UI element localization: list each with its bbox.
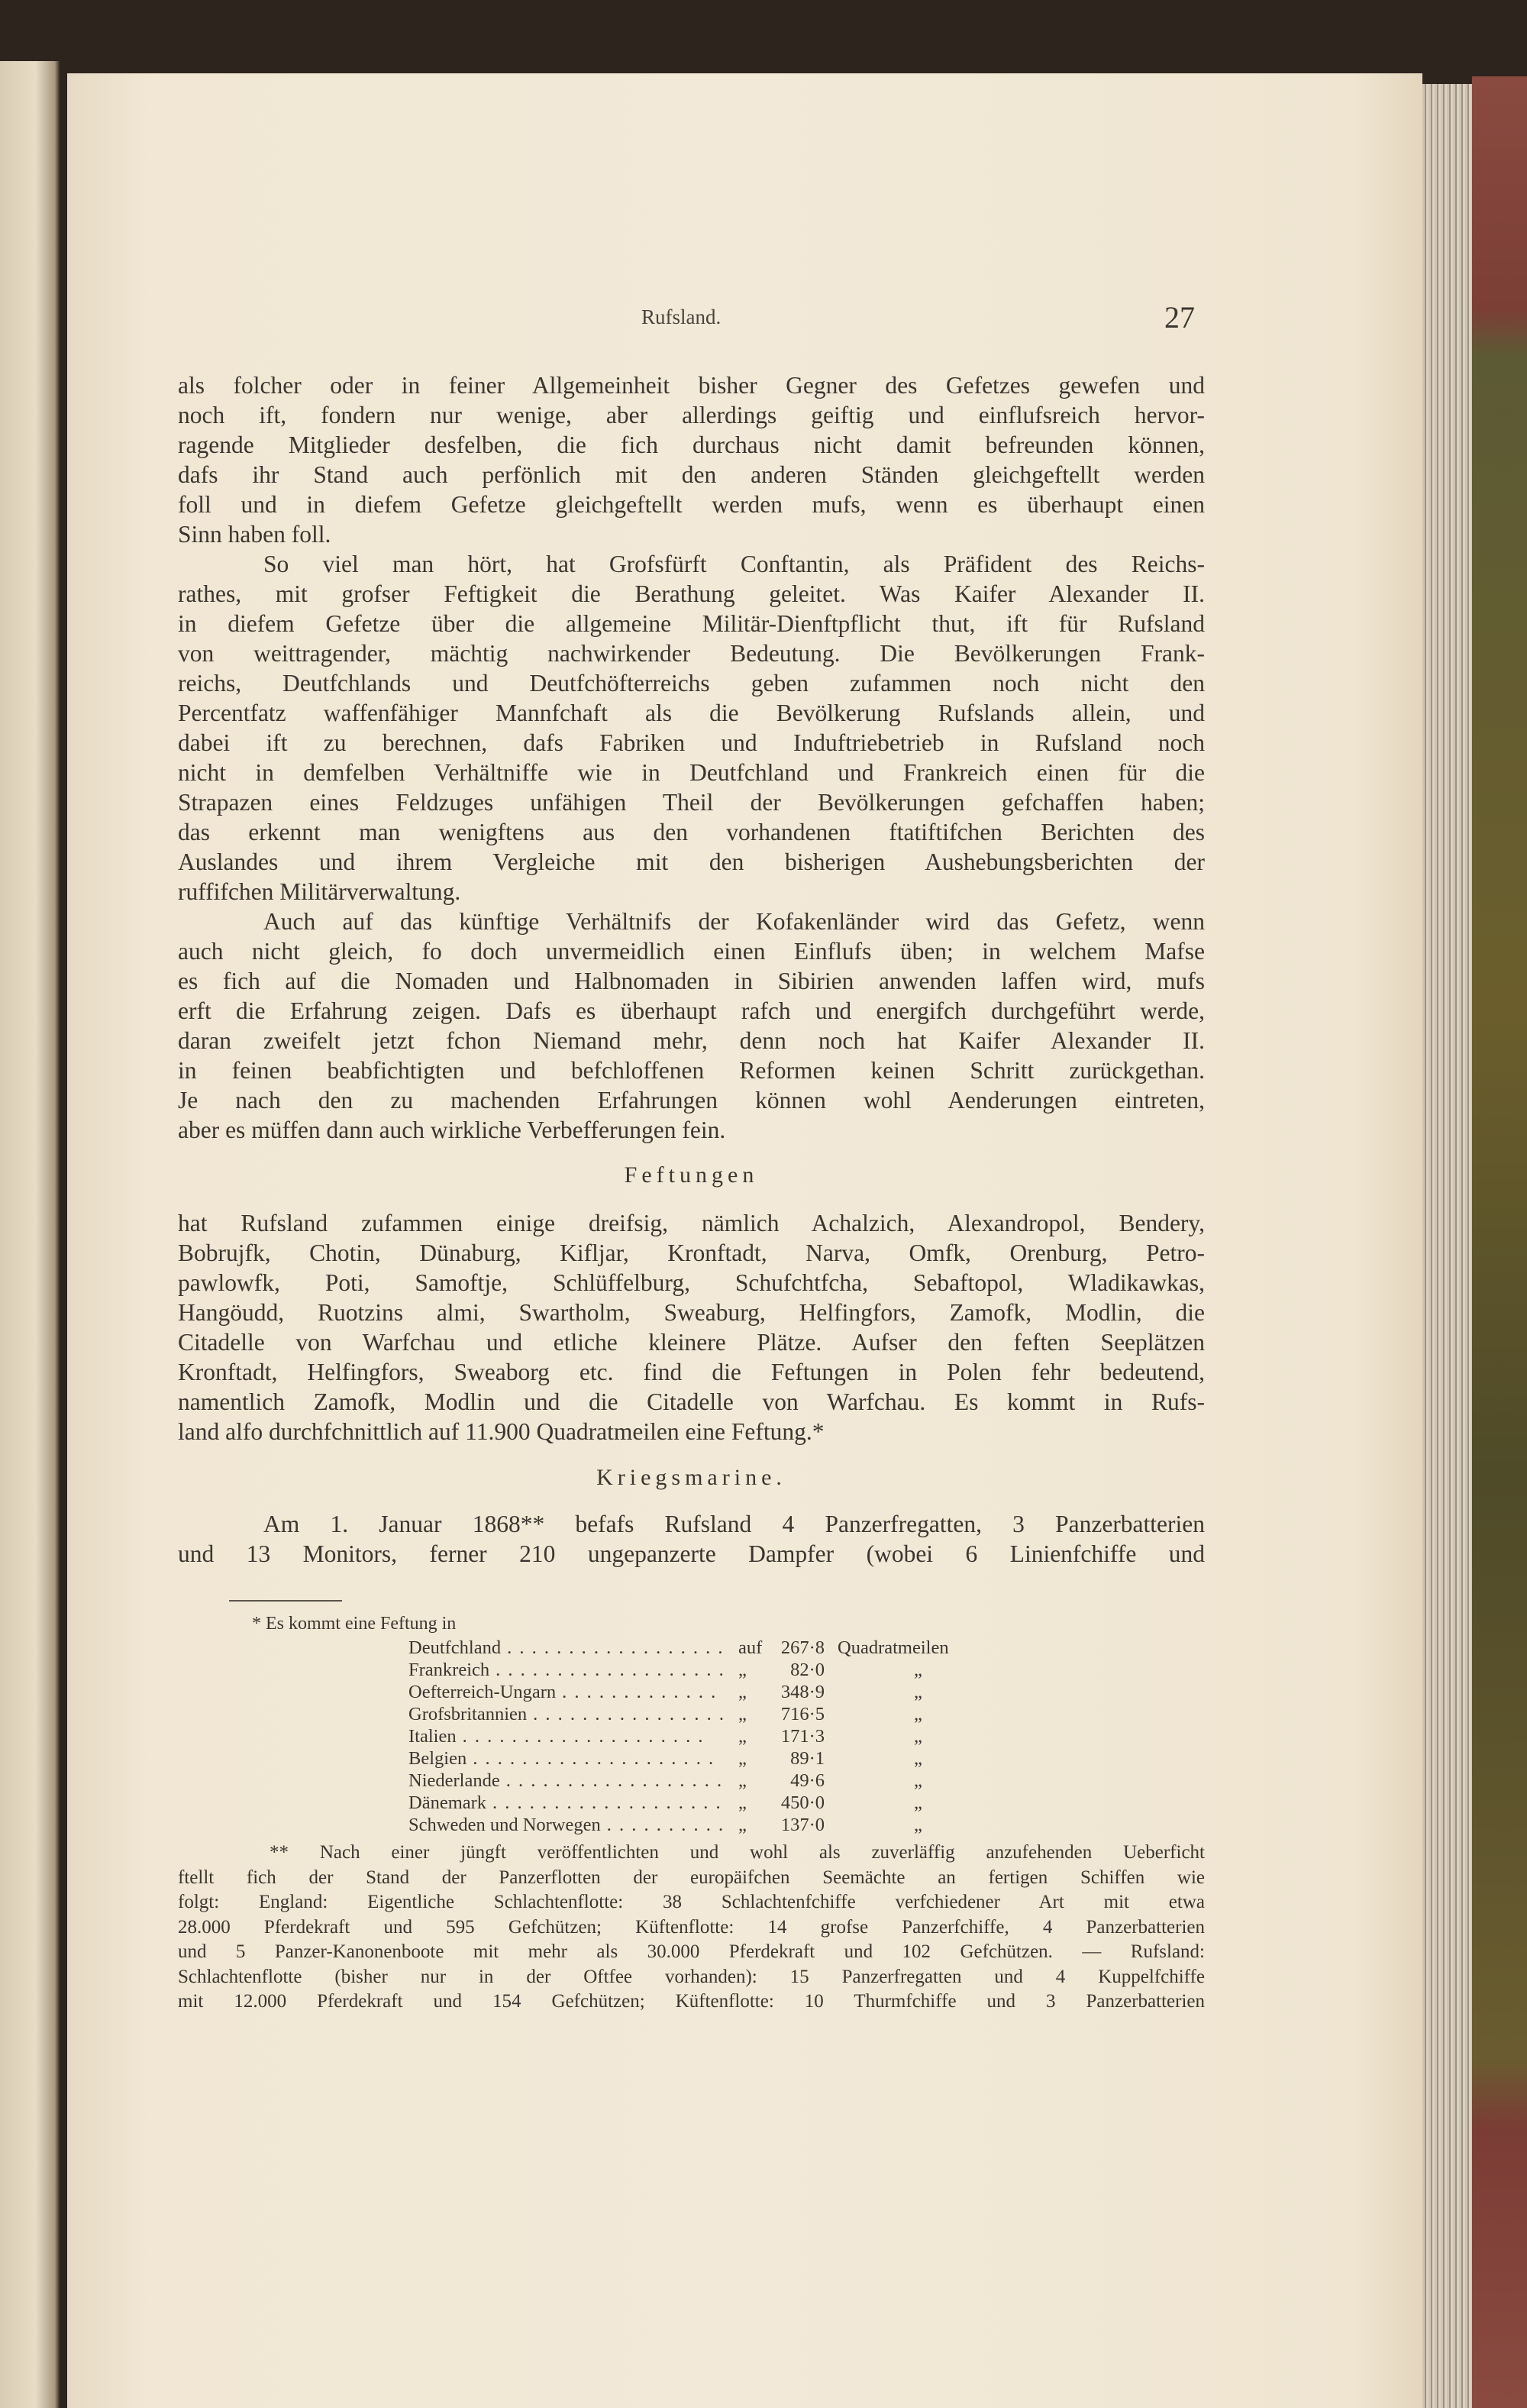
ditto-mark: „	[738, 1792, 747, 1813]
ditto-mark: „	[914, 1815, 922, 1835]
text-line: es fich auf die Nomaden und Halbnomaden in Sibirien anwenden laffen wird, mufs	[178, 968, 1205, 994]
country-name: Niederlande	[408, 1770, 500, 1791]
text-line: reichs, Deutfchlands und Deutfchöfterreichs geben zufammen noch nicht den	[178, 670, 1205, 697]
text-line: daran zweifelt jetzt fchon Niemand mehr, denn noch hat Kaifer Alexander II.	[178, 1027, 1205, 1054]
text-line: foll und in diefem Gefetze gleichgeftellt werden mufs, wenn es überhaupt einen	[178, 491, 1205, 518]
scan-background	[0, 0, 1527, 73]
text-line: Bobrujfk, Chotin, Dünaburg, Kifljar, Kronftadt, Narva, Omfk, Orenburg, Petro-	[178, 1240, 1205, 1266]
footnote-line: ** Nach einer jüngft veröffentlichten und wohl als zuverläffig anzufehenden Ueberficht	[270, 1842, 1205, 1863]
leader-dots: . . . . . . . . . . . . . . . . . . . .	[473, 1748, 715, 1769]
area-value: 348·9	[780, 1682, 825, 1702]
footnote-table-row	[408, 1814, 973, 1836]
country-with-leader	[408, 1792, 729, 1814]
body-text-festungen	[178, 1208, 1205, 1446]
country-with-leader	[408, 1747, 729, 1770]
ditto-mark: „	[914, 1682, 922, 1702]
country-with-leader	[408, 1814, 729, 1836]
ditto-mark: „	[914, 1660, 922, 1680]
section-heading-festungen: Feftungen	[624, 1162, 759, 1188]
footnote-table-row	[408, 1792, 973, 1814]
footnote-table-row	[408, 1747, 973, 1770]
footnote-line: ftellt fich der Stand der Panzerflotten der europäifchen Seemächte an fertigen Schiffen wie	[178, 1867, 1205, 1888]
ditto-mark: „	[914, 1726, 922, 1747]
section-heading-kriegsmarine: Kriegsmarine.	[596, 1465, 786, 1490]
country-with-leader	[408, 1703, 729, 1725]
page-number: 27	[1164, 300, 1195, 335]
ditto-mark: „	[914, 1748, 922, 1769]
body-text-kriegsmarine	[178, 1509, 1205, 1569]
country-with-leader	[408, 1725, 729, 1747]
country-name: Oefterreich-Ungarn	[408, 1682, 557, 1702]
text-line: in diefem Gefetze über die allgemeine Militär-Dienftpflicht thut, ift für Rufsland	[178, 610, 1205, 637]
leader-dots: . . . . . . . . . . . . . . . . . . . .	[462, 1726, 705, 1747]
text-line: Kronftadt, Helfingfors, Sweaborg etc. find die Feftungen in Polen fehr bedeutend,	[178, 1359, 1205, 1385]
text-line: Je nach den zu machenden Erfahrungen können wohl Aenderungen eintreten,	[178, 1087, 1205, 1113]
text-line: Auch auf das künftige Verhältnifs der Kofakenländer wird das Gefetz, wenn	[263, 908, 1205, 935]
text-line: ruffifchen Militärverwaltung.	[178, 878, 461, 905]
text-line: land alfo durchfchnittlich auf 11.900 Quadratmeilen eine Feftung.*	[178, 1418, 825, 1445]
country-with-leader	[408, 1637, 729, 1659]
footnote-table-row	[408, 1681, 973, 1703]
ditto-mark: „	[738, 1726, 747, 1747]
text-line: Auslandes und ihrem Vergleiche mit den bisherigen Aushebungsberichten der	[178, 848, 1205, 875]
ditto-mark: „	[738, 1704, 747, 1724]
text-line: pawlowfk, Poti, Samoftje, Schlüffelburg, Schufchtfcha, Sebaftopol, Wladikawkas,	[178, 1269, 1205, 1296]
footnote-table-row	[408, 1637, 973, 1659]
text-line: noch ift, fondern nur wenige, aber allerdings geiftig und einflufsreich hervor-	[178, 402, 1205, 428]
ditto-mark: „	[914, 1770, 922, 1791]
leader-dots: . . . . . . . . . . . . .	[562, 1682, 718, 1702]
leader-dots: . . . . . . . . . .	[606, 1815, 725, 1835]
text-line: das erkennt man wenigftens aus den vorhandenen ftatiftifchen Berichten des	[178, 819, 1205, 845]
footnote-line: folgt: England: Eigentliche Schlachtenflotte: 38 Schlachtenfchiffe verfchiedener Art mit etwa	[178, 1892, 1205, 1912]
country-with-leader	[408, 1770, 729, 1792]
running-title: Rufsland.	[641, 305, 722, 328]
text-line: Percentfatz waffenfähiger Mannfchaft als die Bevölkerung Rufslands allein, und	[178, 700, 1205, 726]
area-value: 450·0	[780, 1792, 825, 1813]
country-name: Dänemark	[408, 1792, 487, 1813]
ditto-mark: „	[738, 1660, 747, 1680]
text-line: aber es müffen dann auch wirkliche Verbefferungen fein.	[178, 1117, 726, 1143]
prefix-text: auf	[738, 1637, 763, 1658]
footnote-table-row	[408, 1659, 973, 1681]
text-line: erft die Erfahrung zeigen. Dafs es überhaupt rafch und energifch durchgeführt werde,	[178, 997, 1205, 1024]
text-line: und 13 Monitors, ferner 210 ungepanzerte Dampfer (wobei 6 Linienfchiffe und	[178, 1540, 1205, 1567]
text-line: Am 1. Januar 1868** befafs Rufsland 4 Panzerfregatten, 3 Panzerbatterien	[263, 1511, 1205, 1537]
country-name: Deutfchland	[408, 1637, 502, 1658]
text-line: von weittragender, mächtig nachwirkender Bedeutung. Die Bevölkerungen Frank-	[178, 640, 1205, 667]
text-line: So viel man hört, hat Grofsfürft Conftantin, als Präfident des Reichs-	[263, 551, 1205, 577]
leader-dots: . . . . . . . . . . . . . . . . . . .	[496, 1660, 725, 1680]
text-line: dafs ihr Stand auch perfönlich mit den anderen Ständen gleichgeftellt werden	[178, 461, 1205, 488]
unit-label: Quadratmeilen	[838, 1637, 949, 1658]
country-name: Frankreich	[408, 1660, 490, 1680]
ditto-mark: „	[914, 1704, 922, 1724]
text-line: rathes, mit grofser Feftigkeit die Berathung geleitet. Was Kaifer Alexander II.	[178, 580, 1205, 607]
area-value: 267·8	[780, 1637, 825, 1658]
leader-dots: . . . . . . . . . . . . . . . . . .	[507, 1637, 725, 1658]
area-value: 89·1	[790, 1748, 825, 1769]
ditto-mark: „	[914, 1792, 922, 1813]
text-line: Hangöudd, Ruotzins almi, Swartholm, Sweaburg, Helfingfors, Zamofk, Modlin, die	[178, 1299, 1205, 1326]
footnote-table-row	[408, 1703, 973, 1725]
text-line: Sinn haben foll.	[178, 521, 331, 548]
book-binding	[1472, 76, 1527, 2408]
country-with-leader	[408, 1681, 729, 1703]
footnote-table-row	[408, 1725, 973, 1747]
footnote-table-row	[408, 1770, 973, 1792]
footnote-line: 28.000 Pferdekraft und 595 Gefchützen; Küftenflotte: 14 grofse Panzerfchiffe, 4 Panzerbatterien	[178, 1916, 1205, 1938]
area-value: 171·3	[780, 1726, 825, 1747]
area-value: 82·0	[790, 1660, 825, 1680]
text-line: nicht in demfelben Verhältniffe wie in Deutfchland und Frankreich einen für die	[178, 759, 1205, 786]
text-line: als folcher oder in feiner Allgemeinheit bisher Gegner des Gefetzes gewefen und	[178, 372, 1205, 399]
ditto-mark: „	[738, 1682, 747, 1702]
area-value: 137·0	[780, 1815, 825, 1835]
area-value: 49·6	[790, 1770, 825, 1791]
text-line: Strapazen eines Feldzuges unfähigen Theil der Bevölkerungen gefchaffen haben;	[178, 789, 1205, 816]
leader-dots: . . . . . . . . . . . . . . . . . .	[505, 1770, 724, 1791]
country-with-leader	[408, 1659, 729, 1681]
body-text-top	[178, 370, 1205, 1145]
footnote-line: mit 12.000 Pferdekraft und 154 Gefchützen; Küftenflotte: 10 Thurmfchiffe und 3 Panzerbatterien	[178, 1991, 1205, 2012]
country-name: Belgien	[408, 1748, 467, 1769]
ditto-mark: „	[738, 1815, 747, 1835]
footnote-rule	[229, 1600, 342, 1602]
text-line: ragende Mitglieder desfelben, die fich durchaus nicht damit befreunden können,	[178, 432, 1205, 458]
area-value: 716·5	[780, 1704, 825, 1724]
country-name: Italien	[408, 1726, 457, 1747]
footnote-2	[178, 1841, 1205, 2015]
ditto-mark: „	[738, 1770, 747, 1791]
text-line: Citadelle von Warfchau und etliche kleinere Plätze. Aufser den feften Seeplätzen	[178, 1329, 1205, 1356]
text-line: hat Rufsland zufammen einige dreifsig, nämlich Achalzich, Alexandropol, Bendery,	[178, 1210, 1205, 1236]
footnote-line: Schlachtenflotte (bisher nur in der Oftfee vorhanden): 15 Panzerfregatten und 4 Kuppelfchiffe	[178, 1966, 1205, 1987]
footnote-1-intro: * Es kommt eine Feftung in	[252, 1614, 457, 1634]
text-line: namentlich Zamofk, Modlin und die Citadelle von Warfchau. Es kommt in Rufs-	[178, 1388, 1205, 1415]
ditto-mark: „	[738, 1748, 747, 1769]
country-name: Schweden und Norwegen	[408, 1815, 601, 1835]
text-line: dabei ift zu berechnen, dafs Fabriken und Induftriebetrieb in Rufsland noch	[178, 729, 1205, 756]
leader-dots: . . . . . . . . . . . . . . . .	[533, 1704, 725, 1724]
country-name: Grofsbritannien	[408, 1704, 528, 1724]
footnote-line: und 5 Panzer-Kanonenboote mit mehr als 30.000 Pferdekraft und 102 Gefchützen. — Rufsland:	[178, 1941, 1205, 1962]
facing-page-edge	[0, 61, 60, 2408]
leader-dots: . . . . . . . . . . . . . . . . . . .	[492, 1792, 722, 1813]
text-line: auch nicht gleich, fo doch unvermeidlich einen Einflufs üben; in welchem Mafse	[178, 938, 1205, 965]
text-line: in feinen beabfichtigten und befchloffenen Reformen keinen Schritt zurückgethan.	[178, 1057, 1205, 1084]
page-edges	[1422, 84, 1472, 2408]
